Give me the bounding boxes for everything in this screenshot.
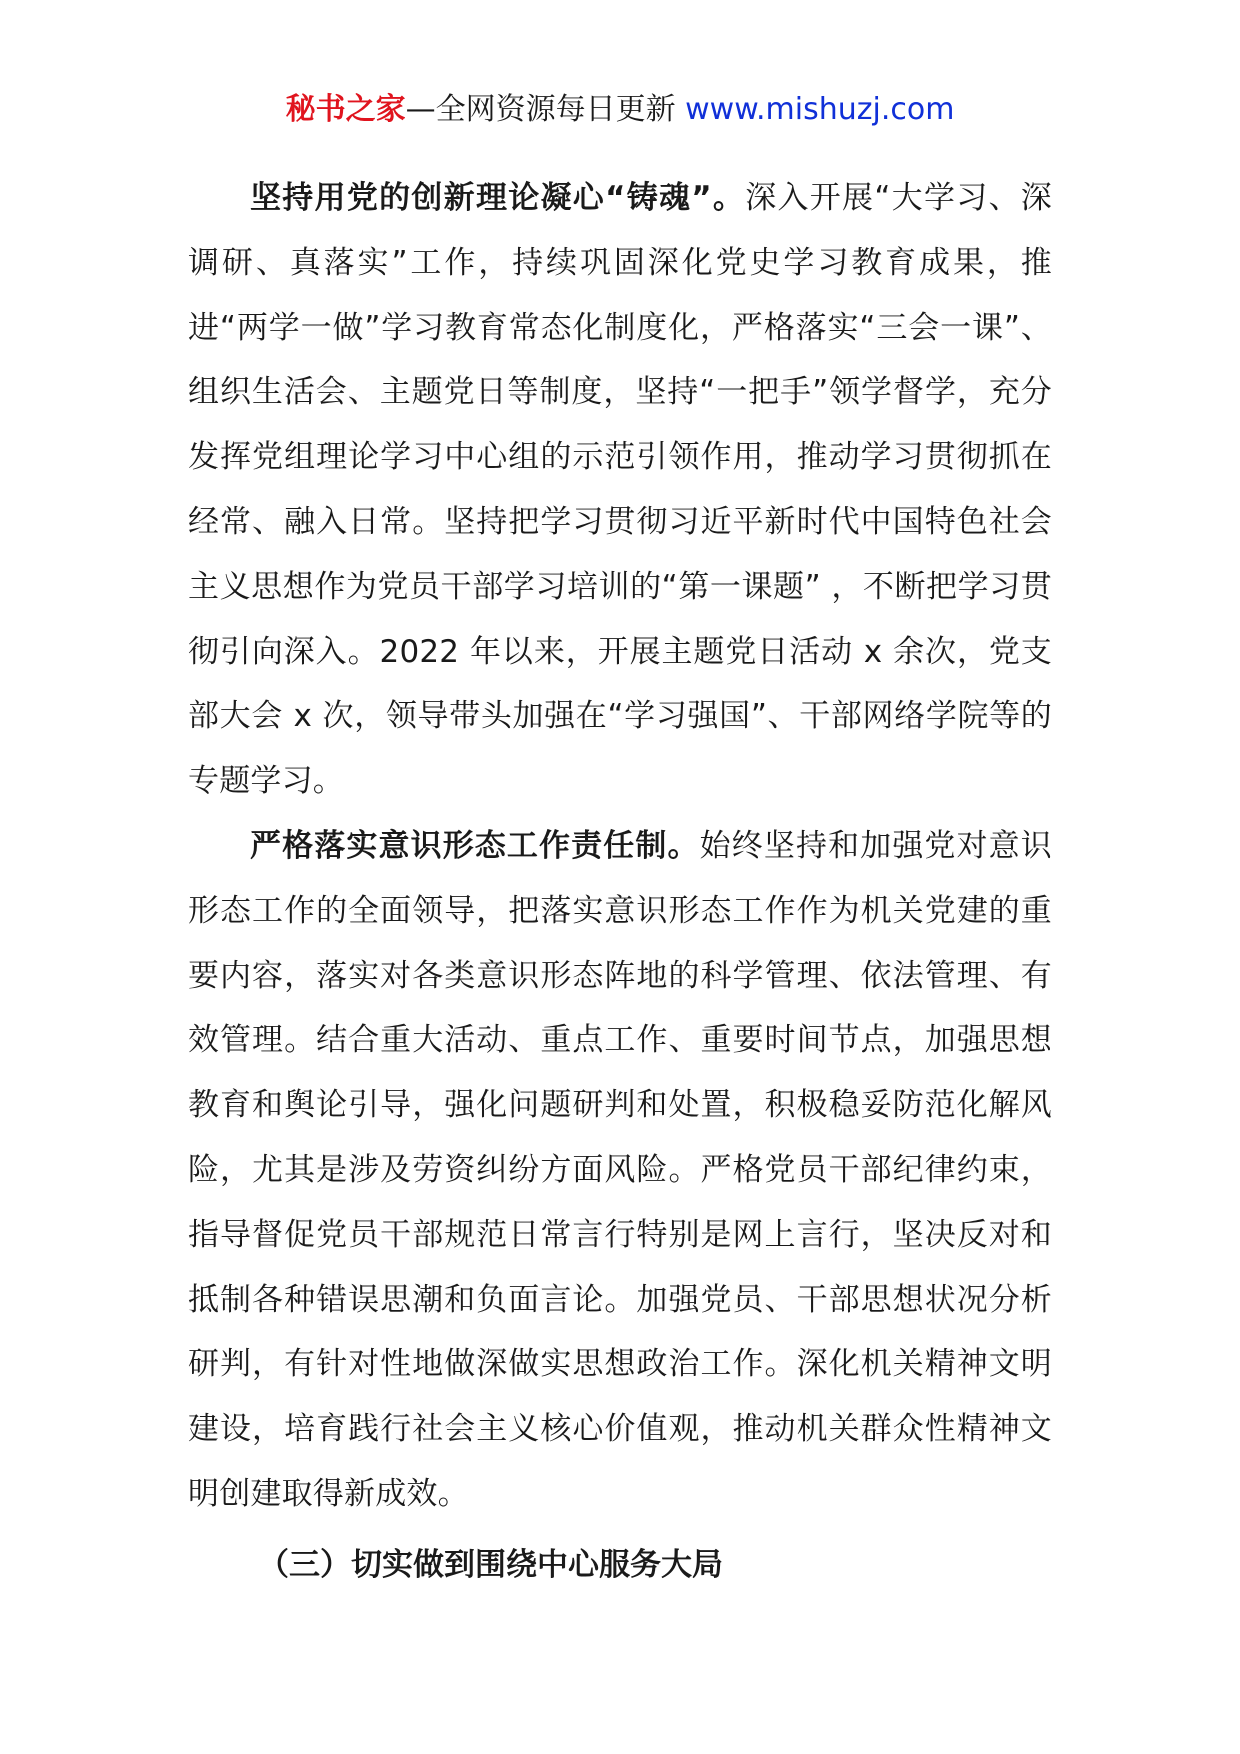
paragraph-text: 深入开展“大学习、深调研、真落实”工作，持续巩固深化党史学习教育成果，推进“两学一做”学习教育常态化制度化，严格落实“三会一课”、组织生活会、主题党日等制度，坚持“一把手”领学督学，充分发挥党组理论学习中心组的示范引领作用，推动学习贯彻抓在经常、融入日常。坚持把学习贯彻习近平新时代中国特色社会主义思想作为党员干部学习培训的“第一课题” ，不断把学习贯彻引向深入。2022 年以来，开展主题党日活动 x 余次，党支部大会 x 次，领导带头加强在“学习强国”、干部网络学院等的专题学习。: [188, 180, 1052, 800]
paragraph-theory-study: [188, 166, 1052, 814]
paragraph-lead: 严格落实意识形态工作责任制。: [250, 827, 700, 864]
header-brand: 秘书之家: [285, 92, 406, 127]
document-body: [188, 166, 1052, 1598]
paragraph-ideology-responsibility: [188, 814, 1052, 1527]
header-tagline: —全网资源每日更新: [405, 92, 676, 127]
page-header: [0, 88, 1240, 132]
paragraph-lead: 坚持用党的创新理论凝心“铸魂”。: [250, 180, 746, 216]
header-url-link[interactable]: www.mishuzj.com: [685, 92, 955, 127]
paragraph-text: 始终坚持和加强党对意识形态工作的全面领导，把落实意识形态工作作为机关党建的重要内容，落实对各类意识形态阵地的科学管理、依法管理、有效管理。结合重大活动、重点工作、重要时间节点，加强思想教育和舆论引导，强化问题研判和处置，积极稳妥防范化解风险，尤其是涉及劳资纠纷方面风险。严格党员干部纪律约束，指导督促党员干部规范日常言行特别是网上言行，坚决反对和抵制各种错误思潮和负面言论。加强党员、干部思想状况分析研判，有针对性地做深做实思想政治工作。深化机关精神文明建设，培育践行社会主义核心价值观，推动机关群众性精神文明创建取得新成效。: [188, 827, 1052, 1512]
section-heading: （三）切实做到围绕中心服务大局: [258, 1546, 723, 1583]
